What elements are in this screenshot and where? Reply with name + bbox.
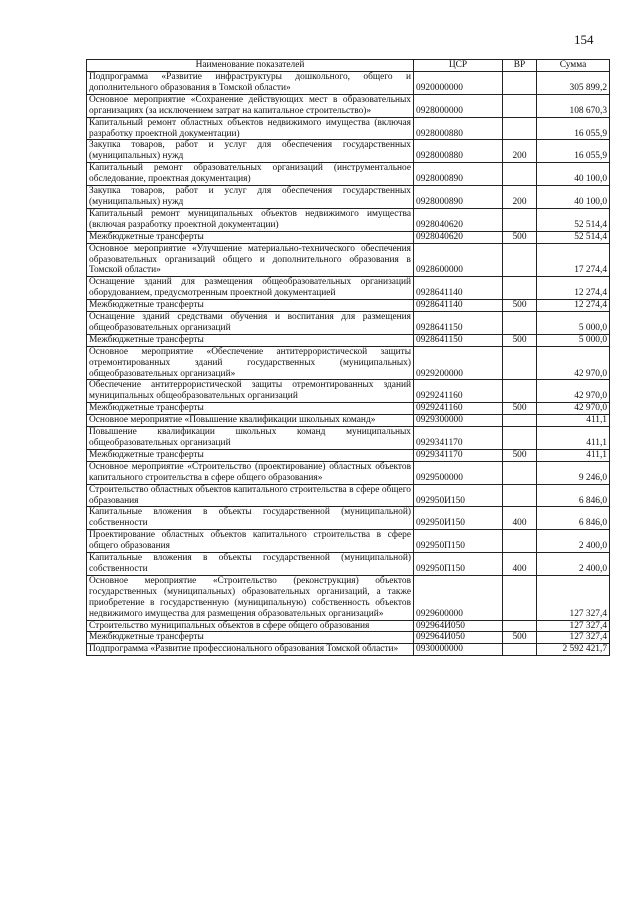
cell-name: Капитальный ремонт образовательных организаций (инструментальное обследование, проектная документация) — [87, 163, 414, 186]
cell-vr — [503, 415, 537, 427]
table-row — [87, 380, 610, 403]
cell-name: Строительство муниципальных объектов в сфере общего образования — [87, 620, 414, 632]
cell-vr — [503, 94, 537, 117]
table-row — [87, 208, 610, 231]
cell-vr — [503, 530, 537, 553]
cell-sum: 17 274,4 — [537, 243, 610, 277]
budget-table — [86, 59, 610, 656]
cell-csr: 0928000880 — [414, 140, 503, 163]
cell-csr: 0928600000 — [414, 243, 503, 277]
table-row — [87, 403, 610, 415]
cell-name: Строительство областных объектов капитального строительства в сфере общего образования — [87, 484, 414, 507]
cell-name: Межбюджетные трансферты — [87, 231, 414, 243]
cell-vr: 500 — [503, 632, 537, 644]
cell-csr: 092950П150 — [414, 530, 503, 553]
cell-name: Капитальные вложения в объекты государственной (муниципальной) собственности — [87, 507, 414, 530]
cell-sum: 108 670,3 — [537, 94, 610, 117]
cell-vr: 500 — [503, 449, 537, 461]
header-csr: ЦСР — [414, 60, 503, 72]
cell-name: Основное мероприятие «Улучшение материально-технического обеспечения образовательных организаций общего и дополнительного образования в Томской области» — [87, 243, 414, 277]
table-row — [87, 553, 610, 576]
cell-name: Основное мероприятие «Сохранение действующих мест в образовательных организациях (за исключением затрат на капитальное строительство)» — [87, 94, 414, 117]
cell-sum: 2 400,0 — [537, 530, 610, 553]
cell-name: Оснащение зданий для размещения общеобразовательных организаций оборудованием, предусмотренным проектной документацией — [87, 277, 414, 300]
cell-name: Оснащение зданий средствами обучения и воспитания для размещения общеобразовательных организаций — [87, 312, 414, 335]
cell-vr: 500 — [503, 231, 537, 243]
cell-vr: 200 — [503, 186, 537, 209]
cell-name: Межбюджетные трансферты — [87, 334, 414, 346]
table-row — [87, 231, 610, 243]
cell-name: Закупка товаров, работ и услуг для обеспечения государственных (муниципальных) нужд — [87, 186, 414, 209]
cell-csr: 0928641150 — [414, 334, 503, 346]
cell-sum: 52 514,4 — [537, 208, 610, 231]
cell-csr: 092950П150 — [414, 553, 503, 576]
table-row — [87, 163, 610, 186]
cell-csr: 092950И150 — [414, 507, 503, 530]
cell-csr: 0928641140 — [414, 277, 503, 300]
cell-name: Межбюджетные трансферты — [87, 300, 414, 312]
cell-vr — [503, 346, 537, 380]
table-body — [87, 72, 610, 656]
table-row — [87, 484, 610, 507]
cell-csr: 0928000890 — [414, 186, 503, 209]
cell-csr: 0920000000 — [414, 72, 503, 95]
cell-vr — [503, 575, 537, 620]
table-row — [87, 346, 610, 380]
cell-csr: 0928040620 — [414, 231, 503, 243]
cell-sum: 52 514,4 — [537, 231, 610, 243]
cell-csr: 0929300000 — [414, 415, 503, 427]
cell-sum: 2 592 421,7 — [537, 644, 610, 656]
cell-sum: 40 100,0 — [537, 186, 610, 209]
cell-name: Капитальный ремонт муниципальных объектов недвижимого имущества (включая разработку проектной документации) — [87, 208, 414, 231]
header-sum: Сумма — [537, 60, 610, 72]
cell-sum: 12 274,4 — [537, 300, 610, 312]
cell-csr: 0929200000 — [414, 346, 503, 380]
table-row — [87, 575, 610, 620]
cell-csr: 0928000000 — [414, 94, 503, 117]
cell-vr — [503, 427, 537, 450]
page-number: 154 — [574, 32, 594, 47]
cell-name: Проектирование областных объектов капитального строительства в сфере общего образования — [87, 530, 414, 553]
cell-vr: 500 — [503, 300, 537, 312]
header-row — [87, 60, 610, 72]
header-name: Наименование показателей — [87, 60, 414, 72]
cell-vr — [503, 461, 537, 484]
header-vr: ВР — [503, 60, 537, 72]
cell-sum: 42 970,0 — [537, 346, 610, 380]
cell-vr — [503, 484, 537, 507]
cell-sum: 5 000,0 — [537, 312, 610, 335]
cell-sum: 6 846,0 — [537, 484, 610, 507]
cell-vr: 500 — [503, 403, 537, 415]
cell-csr: 0928000890 — [414, 163, 503, 186]
cell-vr: 400 — [503, 507, 537, 530]
cell-sum: 305 899,2 — [537, 72, 610, 95]
cell-sum: 6 846,0 — [537, 507, 610, 530]
cell-sum: 40 100,0 — [537, 163, 610, 186]
cell-sum: 2 400,0 — [537, 553, 610, 576]
table-row — [87, 427, 610, 450]
cell-vr — [503, 243, 537, 277]
cell-csr: 0929600000 — [414, 575, 503, 620]
cell-name: Капитальный ремонт областных объектов недвижимого имущества (включая разработку проектной документации) — [87, 117, 414, 140]
table-row — [87, 507, 610, 530]
table-row — [87, 186, 610, 209]
table-row — [87, 530, 610, 553]
cell-sum: 127 327,4 — [537, 575, 610, 620]
cell-vr: 500 — [503, 334, 537, 346]
cell-vr — [503, 163, 537, 186]
cell-csr: 0929500000 — [414, 461, 503, 484]
cell-name: Обеспечение антитеррористической защиты отремонтированных зданий муниципальных общеобразовательных организаций — [87, 380, 414, 403]
cell-name: Основное мероприятие «Повышение квалификации школьных команд» — [87, 415, 414, 427]
cell-vr: 400 — [503, 553, 537, 576]
cell-sum: 411,1 — [537, 427, 610, 450]
cell-csr: 0929241160 — [414, 380, 503, 403]
table-row — [87, 334, 610, 346]
cell-sum: 411,1 — [537, 415, 610, 427]
cell-csr: 092950И150 — [414, 484, 503, 507]
cell-vr — [503, 644, 537, 656]
table-row — [87, 117, 610, 140]
cell-name: Повышение квалификации школьных команд муниципальных общеобразовательных организаций — [87, 427, 414, 450]
cell-name: Основное мероприятие «Строительство (проектирование) областных объектов капитального строительства в сфере общего образования» — [87, 461, 414, 484]
cell-name: Межбюджетные трансферты — [87, 632, 414, 644]
cell-sum: 42 970,0 — [537, 403, 610, 415]
cell-sum: 12 274,4 — [537, 277, 610, 300]
table-header — [87, 60, 610, 72]
table-row — [87, 312, 610, 335]
cell-vr — [503, 620, 537, 632]
table-row — [87, 461, 610, 484]
cell-csr: 0930000000 — [414, 644, 503, 656]
cell-name: Закупка товаров, работ и услуг для обеспечения государственных (муниципальных) нужд — [87, 140, 414, 163]
cell-csr: 0929241160 — [414, 403, 503, 415]
table-row — [87, 632, 610, 644]
table-row — [87, 140, 610, 163]
cell-csr: 092964И050 — [414, 620, 503, 632]
cell-vr: 200 — [503, 140, 537, 163]
cell-name: Основное мероприятие «Обеспечение антитеррористической защиты отремонтированных зданий государственных (муниципальных) общеобразовательных организаций» — [87, 346, 414, 380]
cell-name: Капитальные вложения в объекты государственной (муниципальной) собственности — [87, 553, 414, 576]
table-row — [87, 72, 610, 95]
cell-csr: 0929341170 — [414, 427, 503, 450]
table-row — [87, 94, 610, 117]
cell-sum: 411,1 — [537, 449, 610, 461]
cell-csr: 0928000880 — [414, 117, 503, 140]
cell-vr — [503, 208, 537, 231]
cell-vr — [503, 117, 537, 140]
cell-csr: 0929341170 — [414, 449, 503, 461]
table-row — [87, 277, 610, 300]
cell-sum: 16 055,9 — [537, 140, 610, 163]
cell-sum: 9 246,0 — [537, 461, 610, 484]
table-row — [87, 300, 610, 312]
cell-sum: 127 327,4 — [537, 632, 610, 644]
cell-csr: 0928641140 — [414, 300, 503, 312]
cell-name: Подпрограмма «Развитие инфраструктуры дошкольного, общего и дополнительного образования в Томской области» — [87, 72, 414, 95]
table-row — [87, 449, 610, 461]
cell-vr — [503, 380, 537, 403]
cell-csr: 0928641150 — [414, 312, 503, 335]
cell-vr — [503, 72, 537, 95]
table-row — [87, 243, 610, 277]
cell-name: Подпрограмма «Развитие профессионального образования Томской области» — [87, 644, 414, 656]
table-row — [87, 644, 610, 656]
table-row — [87, 415, 610, 427]
cell-sum: 127 327,4 — [537, 620, 610, 632]
cell-sum: 5 000,0 — [537, 334, 610, 346]
cell-name: Межбюджетные трансферты — [87, 403, 414, 415]
cell-name: Основное мероприятие «Строительство (реконструкция) объектов государственных (муниципальных) образовательных организаций, а также приобретение в государственную (муниципальную) собственность объектов недвижимого имущества для размещения образовательных организаций» — [87, 575, 414, 620]
cell-csr: 0928040620 — [414, 208, 503, 231]
cell-sum: 16 055,9 — [537, 117, 610, 140]
cell-vr — [503, 277, 537, 300]
cell-vr — [503, 312, 537, 335]
table-row — [87, 620, 610, 632]
cell-sum: 42 970,0 — [537, 380, 610, 403]
cell-csr: 092964И050 — [414, 632, 503, 644]
cell-name: Межбюджетные трансферты — [87, 449, 414, 461]
